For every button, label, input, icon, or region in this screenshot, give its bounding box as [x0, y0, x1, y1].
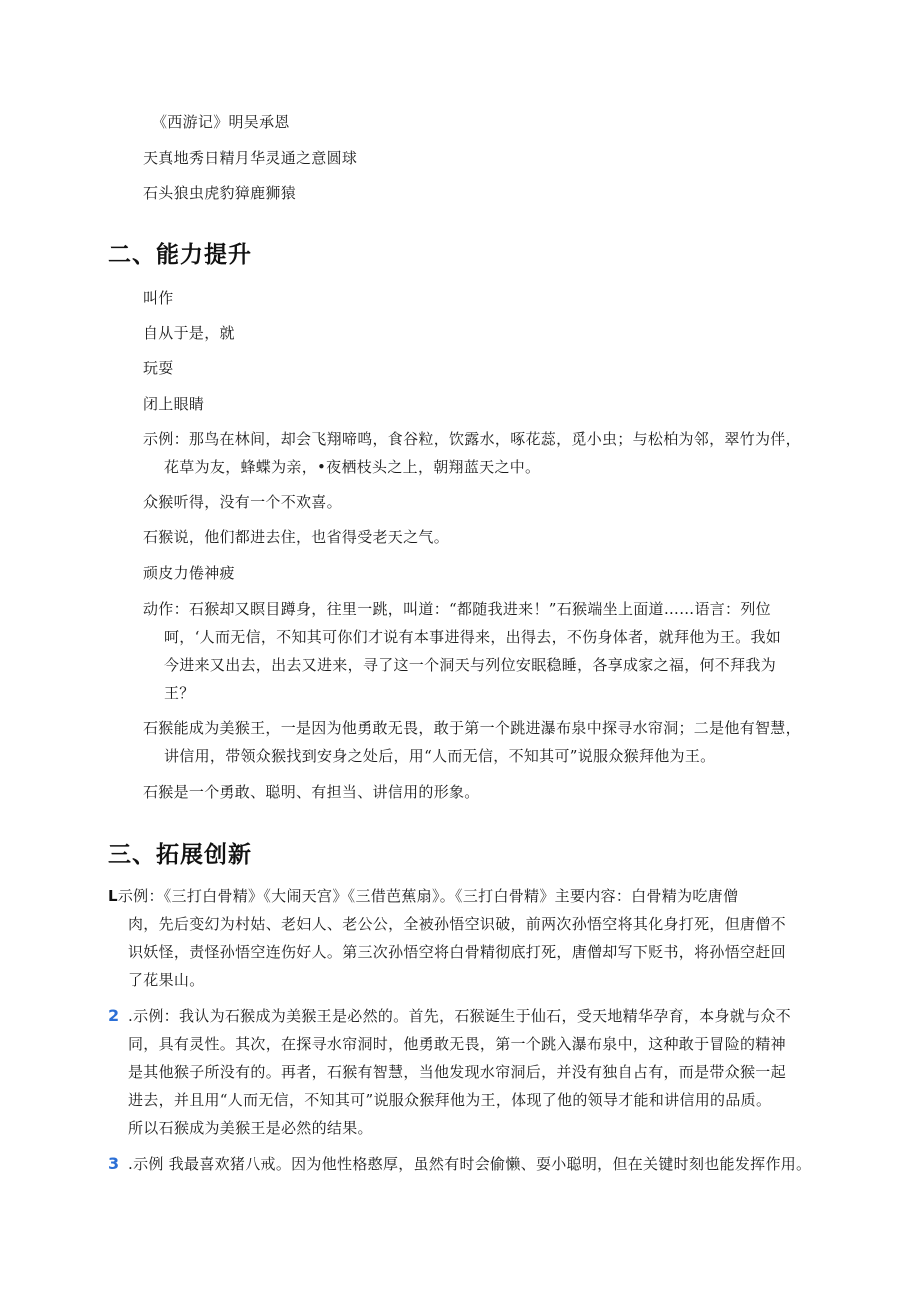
- item2-line: 所以石猴成为美猴王是必然的结果。: [128, 1119, 373, 1137]
- action-line: 今进来又出去，出去又进来，寻了这一个洞天与列位安眠稳睡，各享成家之福，何不拜我为: [164, 656, 777, 674]
- section-heading: 二、能力提升: [108, 242, 252, 268]
- item2-line: .示例：我认为石猴成为美猴王是必然的。首先，石猴诞生于仙石，受天地精华孕育，本身就与众不: [128, 1007, 791, 1025]
- answer-line: 石头狼虫虎豹獐鹿狮猿: [143, 184, 297, 202]
- answer-line: 石猴说，他们都进去住，也省得受老天之气。: [143, 528, 450, 546]
- item2-line: 是其他猴子所没有的。再者，石猴有智慧，当他发现水帘洞后，并没有独自占有，而是带众猴一起: [128, 1063, 786, 1081]
- answer-line: 顽皮力倦神疲: [143, 564, 235, 582]
- king-line: 石猴能成为美猴王，一是因为他勇敢无畏，敢于第一个跳进瀑布泉中探寻水帘洞；二是他有智慧，: [143, 719, 801, 737]
- item3-line: .示例 我最喜欢猪八戒。因为他性格憨厚，虽然有时会偷懒、耍小聪明，但在关键时刻也能发挥作用。: [128, 1155, 812, 1173]
- answer-line: 叫作: [143, 289, 174, 307]
- action-line: 呵，‘人而无信，不知其可你们才说有本事进得来，出得去，不伤身体者，就拜他为王。我如: [164, 628, 782, 646]
- item1-first-line: [108, 886, 738, 906]
- action-line: 王？: [164, 684, 195, 702]
- item1-line: 了花果山。: [128, 971, 205, 989]
- example-line: 示例：那鸟在林间，却会飞翔啼鸣，食谷粒，饮露水，啄花蕊，觅小虫；与松柏为邻，翠竹为伴，: [143, 430, 801, 448]
- item-number: 2: [108, 1006, 120, 1025]
- king-line: 讲信用，带领众猴找到安身之处后，用“人而无信，不知其可”说服众猴拜他为王。: [164, 747, 716, 765]
- answer-line: 天真地秀日精月华灵通之意圆球: [143, 149, 358, 167]
- item2-line: 进去，并且用“人而无信，不知其可”说服众猴拜他为王，体现了他的领导才能和讲信用的品质。: [128, 1091, 772, 1109]
- answer-line: 《西游记》明吴承恩: [152, 113, 290, 131]
- example-line: 花草为友，蜂蝶为亲，•夜栖枝头之上，朝翔蓝天之中。: [164, 458, 541, 476]
- item1-text: 示例：《三打白骨精》《大闹天宫》《三借芭蕉扇》。《三打白骨精》主要内容：白骨精为吃唐僧: [117, 887, 739, 905]
- item2-line: 同，具有灵性。其次，在探寻水帘洞时，他勇敢无畏，第一个跳入瀑布泉中，这种敢于冒险的精神: [128, 1035, 786, 1053]
- item1-line: 肉，先后变幻为村姑、老妇人、老公公，全被孙悟空识破，前两次孙悟空将其化身打死，但唐僧不: [128, 915, 786, 933]
- action-line: 动作：石猴却又瞑目蹲身，往里一跳，叫道：“都随我进来！”石猴端坐上面道……语言：列位: [143, 600, 771, 618]
- item-marker: L: [108, 887, 118, 905]
- answer-line: 闭上眼睛: [143, 395, 205, 413]
- summary-line: 石猴是一个勇敢、聪明、有担当、讲信用的形象。: [143, 783, 480, 801]
- item1-line: 识妖怪，责怪孙悟空连伤好人。第三次孙悟空将白骨精彻底打死，唐僧却写下贬书，将孙悟空赶回: [128, 943, 786, 961]
- item-number: 3: [108, 1154, 120, 1173]
- answer-line: 众猴听得，没有一个不欢喜。: [143, 493, 342, 511]
- answer-line: 自从于是，就: [143, 324, 235, 342]
- answer-line: 玩耍: [143, 359, 174, 377]
- section-heading: 三、拓展创新: [108, 842, 252, 868]
